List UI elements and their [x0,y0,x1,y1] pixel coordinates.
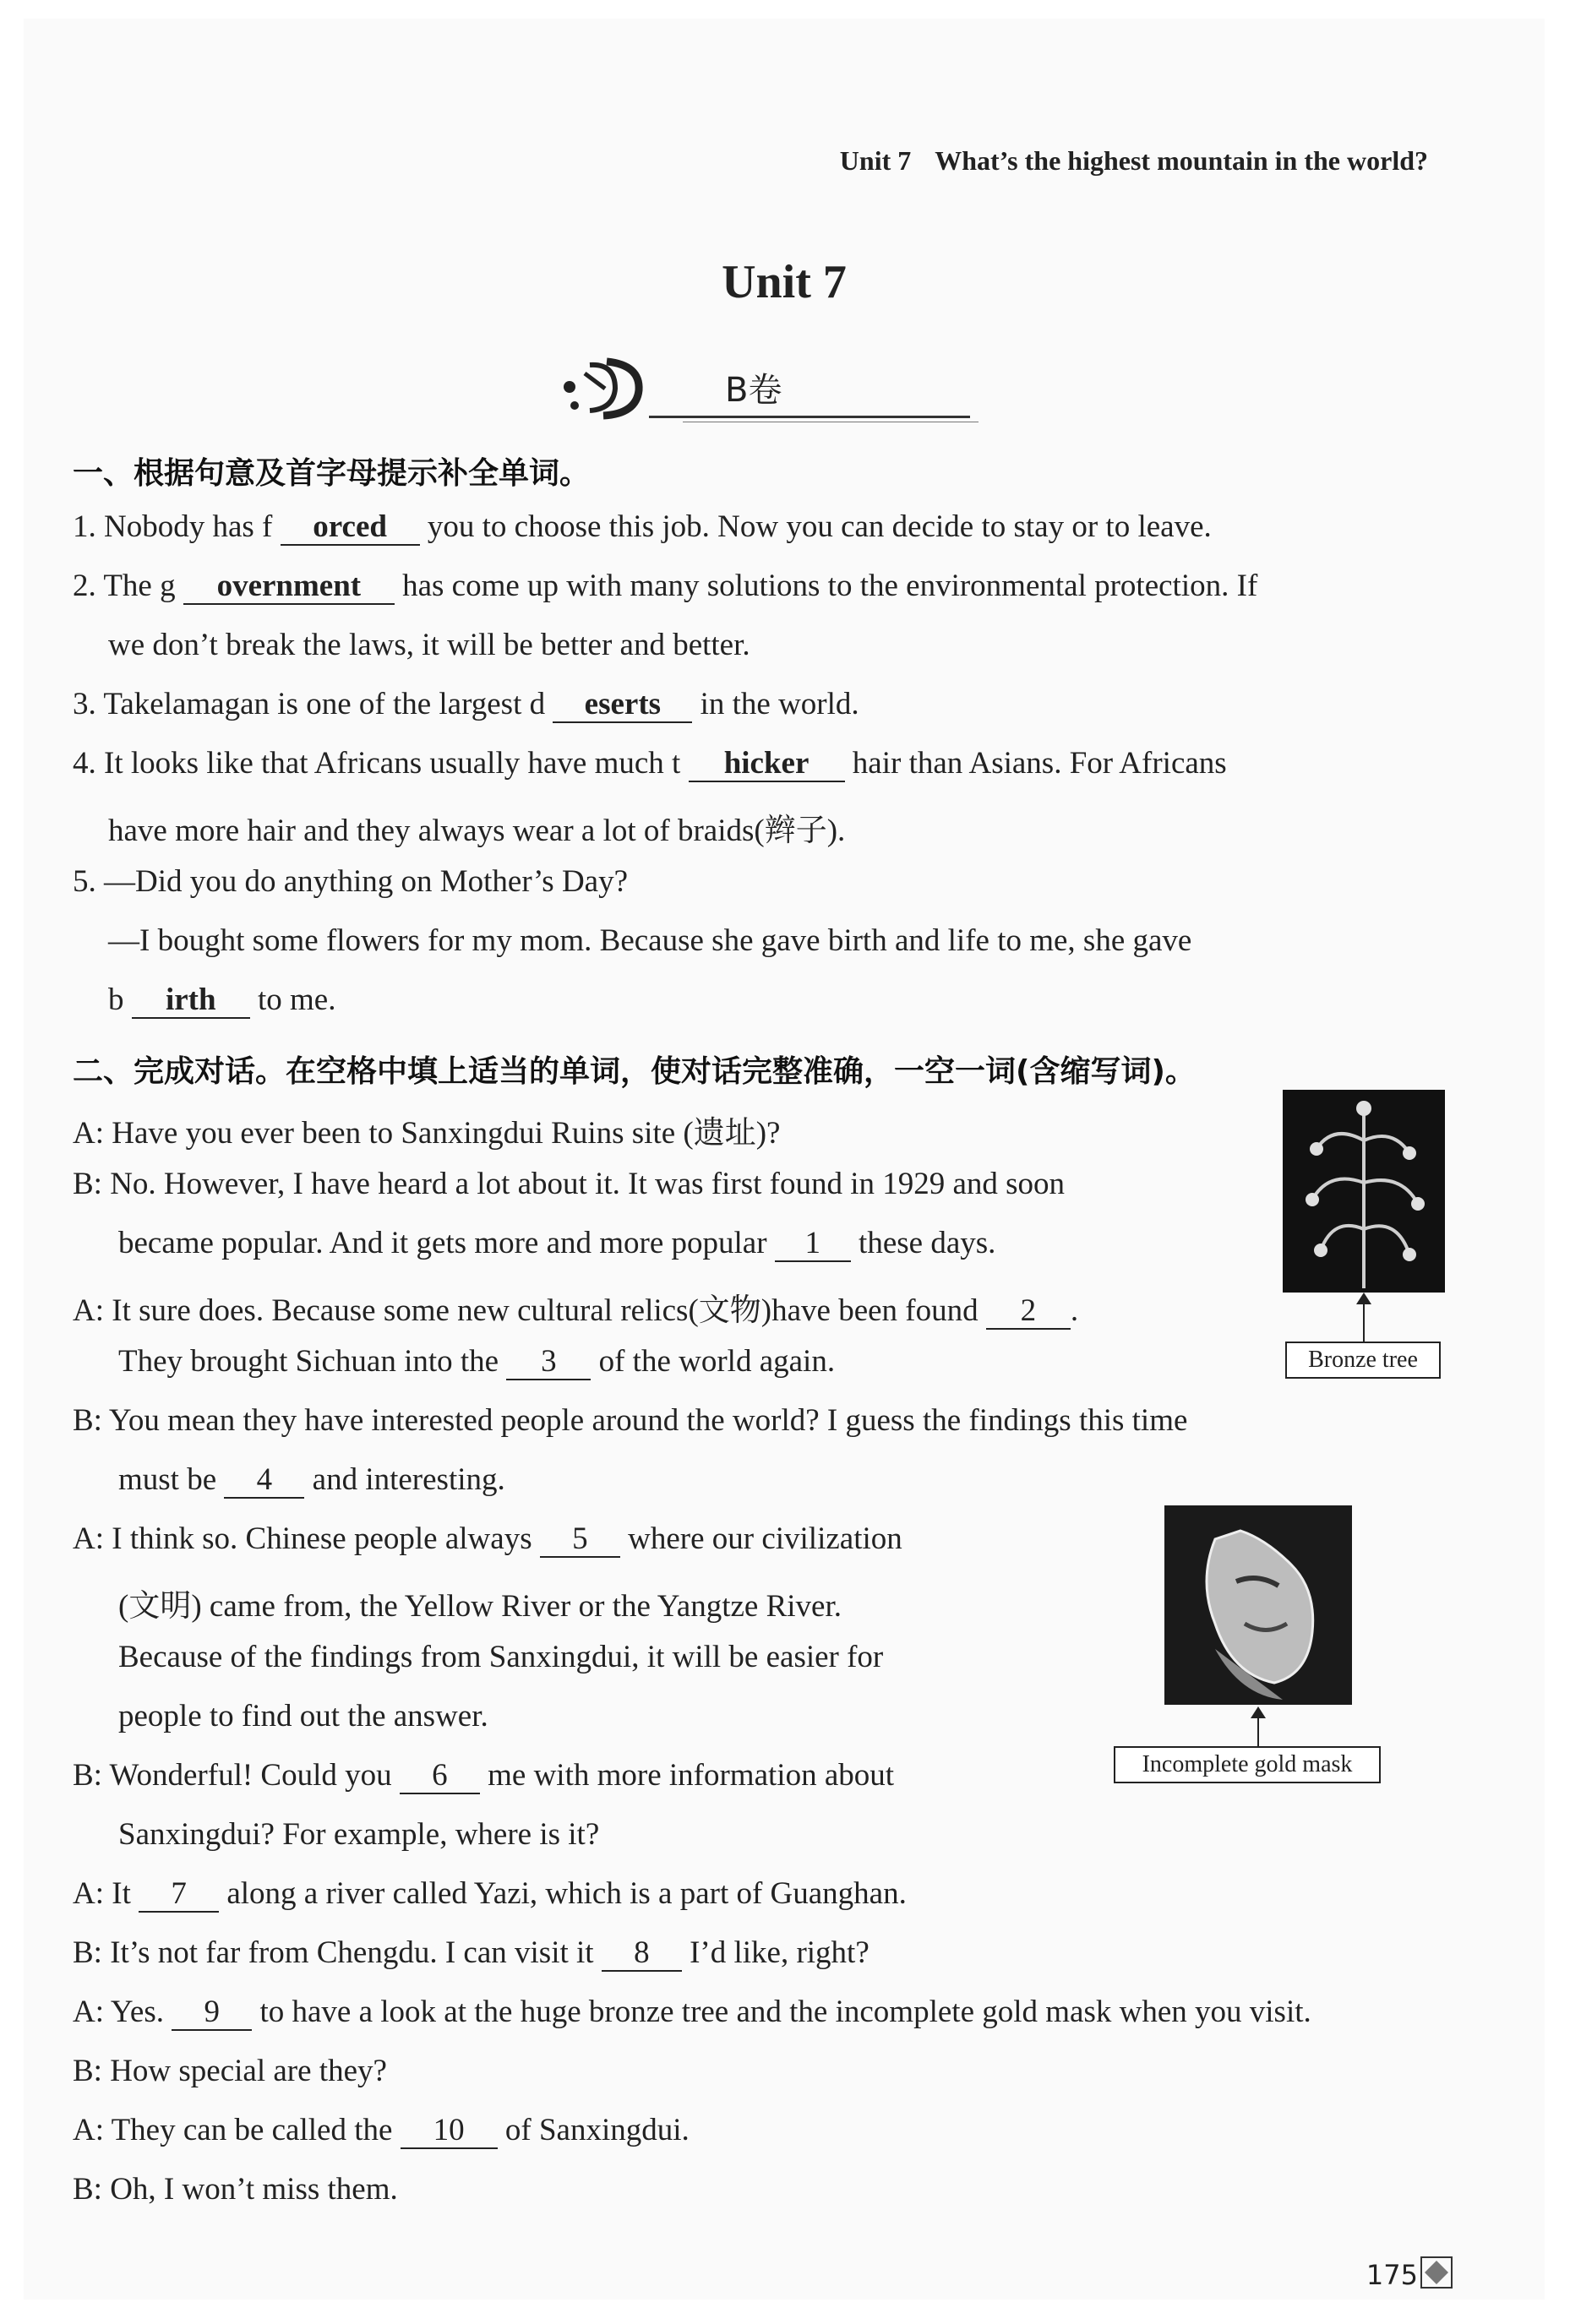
question-text: 3. Takelamagan is one of the largest d [73,687,546,721]
page-number: 175 [1366,2259,1418,2291]
question-text: 1. Nobody has f [73,509,273,544]
dialogue-text: where our civilization [628,1521,902,1556]
dialogue-text: these days. [859,1226,996,1260]
answer-blank: eserts [553,688,692,723]
blank-2: 2 [986,1295,1071,1330]
dialogue-line: B: How special are they? [73,2054,387,2088]
dialogue-line: B: No. However, I have heard a lot about it. It was first found in 1929 and soon [73,1167,1066,1201]
dialogue-line: B: You mean they have interested people around the world? I guess the findings this time [73,1403,1188,1438]
blank-1: 1 [775,1227,851,1262]
blank-10: 10 [401,2114,498,2149]
dialogue-line [73,1757,894,1794]
dialogue-text: B: It’s not far from Chengdu. I can visit it [73,1935,594,1970]
blank-3: 3 [506,1346,591,1380]
paper-label: B卷 [725,371,782,410]
question-5: 5. —Did you do anything on Mother’s Day? [73,864,629,899]
gold-mask-image [1164,1505,1352,1705]
question-2 [73,568,1257,605]
dialogue-line: (文明) came from, the Yellow River or the Yangtze River. [118,1589,842,1624]
dialogue-text: I’d like, right? [690,1935,869,1970]
section-heading: 二、完成对话。在空格中填上适当的单词，使对话完整准确，一空一词(含缩写词)。 [73,1054,1196,1089]
dialogue-text: A: They can be called the [73,2113,393,2147]
answer-blank: hicker [689,748,845,782]
divider [649,416,970,418]
dialogue-text: A: It [73,1876,131,1911]
dialogue-text: me with more information about [488,1758,895,1793]
dialogue-text: and interesting. [312,1462,505,1497]
question-text: has come up with many solutions to the environmental protection. If [402,569,1258,603]
gold-mask-caption: Incomplete gold mask [1114,1746,1381,1783]
question-3 [73,686,859,723]
blank-6: 6 [400,1760,480,1794]
question-text: 4. It looks like that Africans usually have much t [73,746,681,781]
section-heading: 一、根据句意及首字母提示补全单词。 [73,456,591,491]
header-title: What’s the highest mountain in the world? [935,145,1428,176]
blank-5: 5 [540,1523,620,1558]
blank-7: 7 [139,1878,219,1913]
dialogue-text: of the world again. [598,1344,836,1379]
dialogue-line: A: Have you ever been to Sanxingdui Ruins site (遗址)? [73,1116,781,1151]
dialogue-text: A: I think so. Chinese people always [73,1521,532,1556]
blank-9: 9 [172,1996,252,2031]
answer-blank: irth [132,984,250,1019]
answer-blank: overnment [183,570,395,605]
question-5-reply: —I bought some flowers for my mom. Because she gave birth and life to me, she gave [108,923,1192,958]
dialogue-line [73,1935,869,1972]
caption-pointer [1257,1713,1259,1747]
dialogue-text: along a river called Yazi, which is a part of Guanghan. [226,1876,907,1911]
diamond-icon [1420,2256,1453,2289]
arrow-up-icon [1251,1706,1266,1718]
question-text: 2. The g [73,569,176,603]
dialogue-text: . [1070,1293,1079,1328]
dialogue-line [73,1994,1311,2031]
question-4 [73,745,1227,782]
question-2-cont: we don’t break the laws, it will be better and better. [108,628,750,662]
dialogue-line [73,1521,902,1558]
header-unit: Unit 7 [839,145,912,176]
dialogue-text: B: Wonderful! Could you [73,1758,392,1793]
running-header [840,145,1428,177]
dialogue-text: A: It sure does. Because some new cultural relics(文物)have been found [73,1293,979,1328]
dialogue-line: Because of the findings from Sanxingdui, it will be easier for [118,1640,884,1674]
workbook-page [24,19,1545,2300]
arrow-up-icon [1356,1293,1371,1304]
question-text: to me. [258,982,336,1017]
dialogue-line: people to find out the answer. [118,1699,488,1733]
answer-blank: orced [281,511,420,546]
dialogue-line [118,1225,995,1262]
question-1 [73,509,1212,546]
dialogue-text: to have a look at the huge bronze tree and the incomplete gold mask when you visit. [259,1995,1311,2029]
dialogue-text: must be [118,1462,217,1497]
bronze-tree-image [1283,1090,1445,1293]
unit-title: Unit 7 [722,256,847,308]
caption-pointer [1363,1298,1365,1342]
dialogue-line [118,1461,505,1499]
dialogue-line: Sanxingdui? For example, where is it? [118,1817,600,1852]
blank-8: 8 [602,1937,682,1972]
bronze-tree-caption: Bronze tree [1285,1342,1441,1379]
question-4-cont: have more hair and they always wear a lot of braids(辫子). [108,814,846,848]
question-5-end [108,982,335,1019]
dialogue-line [118,1343,835,1380]
question-text: hair than Asians. For Africans [852,746,1227,781]
dialogue-line [73,1284,1078,1330]
dialogue-text: became popular. And it gets more and more popular [118,1226,767,1260]
dialogue-text: A: Yes. [73,1995,164,2029]
question-text: b [108,982,124,1017]
dialogue-line: B: Oh, I won’t miss them. [73,2172,398,2207]
blank-4: 4 [224,1464,304,1499]
dialogue-line [73,2112,690,2149]
question-text: you to choose this job. Now you can decide to stay or to leave. [427,509,1212,544]
dialogue-text: They brought Sichuan into the [118,1344,499,1379]
dialogue-line [73,1875,907,1913]
question-text: in the world. [700,687,859,721]
paper-emblem-icon [556,348,666,424]
dialogue-text: of Sanxingdui. [504,2113,690,2147]
